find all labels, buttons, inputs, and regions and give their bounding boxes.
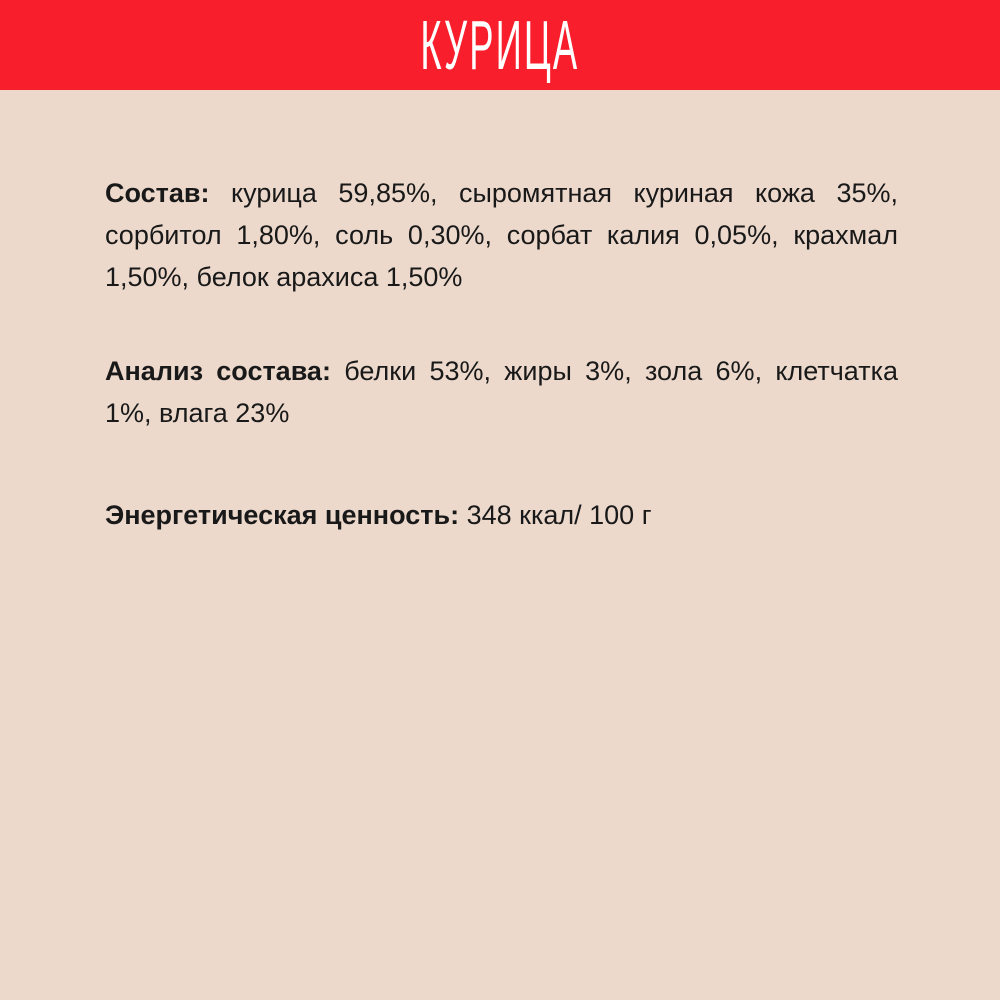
energy-text: 348 ккал/ 100 г [466, 500, 652, 530]
label-content [0, 90, 1000, 536]
composition-text: курица 59,85%, сыромятная куриная кожа 35%, сорбитол 1,80%, соль 0,30%, сорбат калия 0,05%, крахмал 1,50%, белок арахиса 1,50% [105, 178, 898, 292]
energy-label: Энергетическая ценность: [105, 500, 460, 530]
analysis-paragraph [105, 350, 898, 434]
page-title: КУРИЦА [420, 6, 580, 84]
header-banner [0, 0, 1000, 90]
analysis-text: белки 53%, жиры 3%, зола 6%, клетчатка 1%, влага 23% [105, 356, 898, 428]
energy-paragraph [105, 494, 898, 536]
analysis-label: Анализ состава: [105, 356, 331, 386]
composition-paragraph [105, 172, 898, 298]
composition-label: Состав: [105, 178, 210, 208]
